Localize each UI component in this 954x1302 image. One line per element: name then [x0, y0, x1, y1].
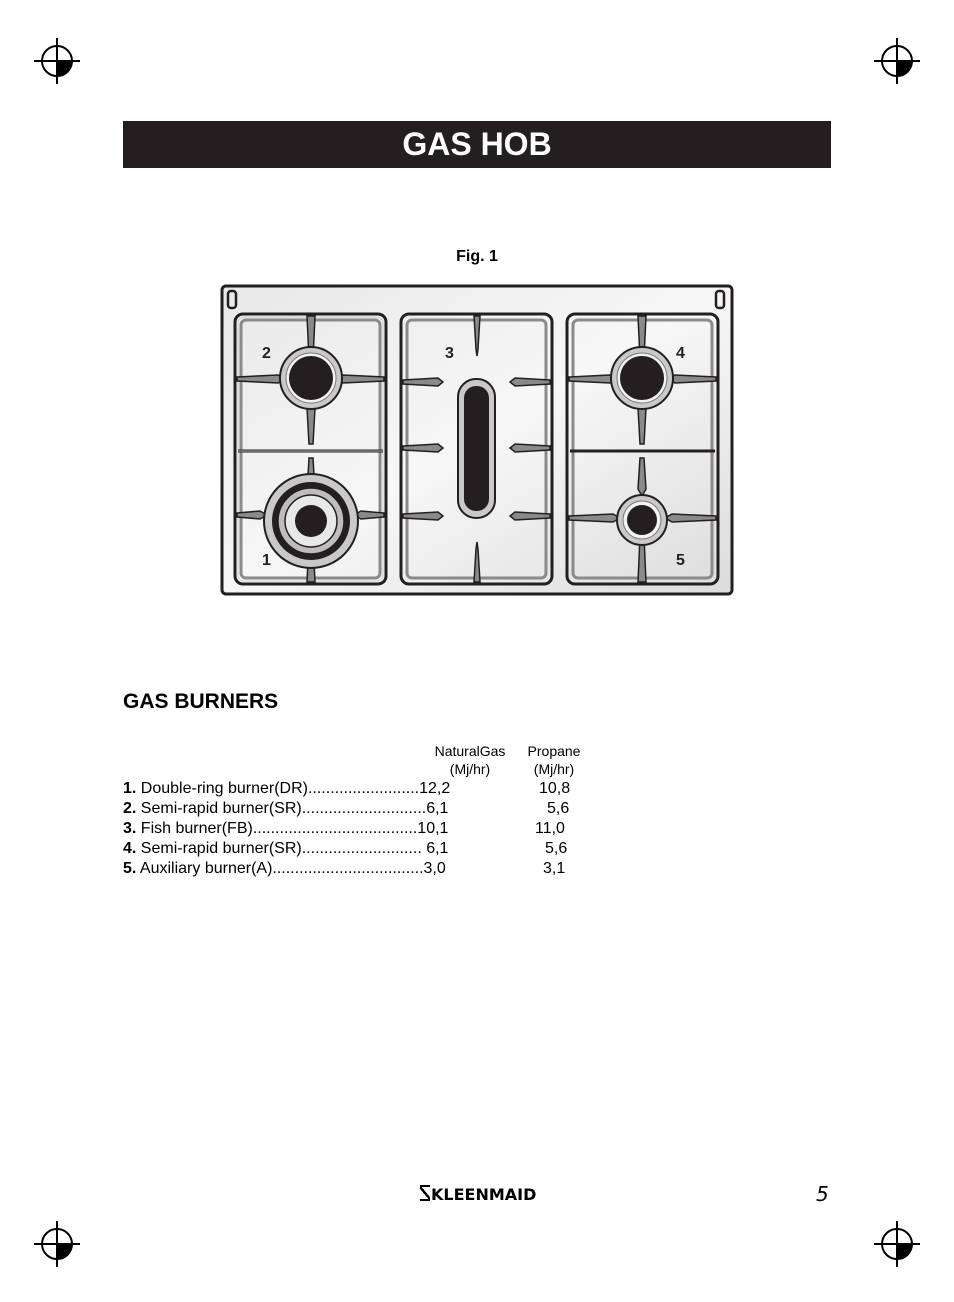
burner-1-double-ring — [264, 474, 358, 568]
registration-mark-icon — [32, 36, 82, 86]
burner-number-5: 5 — [676, 552, 685, 569]
propane-value: 5,6 — [545, 840, 568, 857]
propane-value: 3,1 — [543, 860, 566, 877]
burner-row — [123, 859, 446, 879]
column-header-propane — [518, 742, 590, 778]
propane-value: 5,6 — [547, 800, 570, 817]
row-text: Semi-rapid burner(SR)........................... 6,1 — [140, 840, 449, 857]
column-header-unit: (Mj/hr) — [533, 761, 575, 777]
column-header-label: Propane — [527, 743, 581, 759]
burner-number-3: 3 — [445, 345, 454, 362]
propane-value: 10,8 — [539, 780, 571, 797]
burner-row — [123, 799, 448, 819]
burner-5-auxiliary — [617, 495, 667, 545]
row-number: 2. — [123, 800, 137, 817]
registration-mark-icon — [32, 1219, 82, 1269]
row-number: 3. — [123, 820, 137, 837]
page-title: GAS HOB — [123, 121, 831, 168]
propane-value: 11,0 — [535, 820, 565, 837]
row-text: Semi-rapid burner(SR)............................6,1 — [140, 800, 449, 817]
column-header-unit: (Mj/hr) — [449, 761, 491, 777]
burner-row — [123, 839, 448, 859]
burner-number-1: 1 — [262, 552, 271, 569]
burner-number-4: 4 — [676, 345, 685, 362]
burner-4-semi-rapid — [611, 347, 673, 409]
figure-label: Fig. 1 — [456, 248, 498, 265]
gas-hob-diagram — [220, 284, 734, 598]
column-header-label: NaturalGas — [434, 743, 506, 759]
section-title: GAS BURNERS — [123, 690, 279, 713]
burner-row — [123, 779, 450, 799]
brand-logo — [420, 1184, 536, 1204]
burner-3-fish — [458, 379, 495, 518]
row-text: Auxiliary burner(A)..................................3,0 — [139, 860, 446, 877]
brand-name: KLEENMAID — [431, 1185, 537, 1204]
row-text: Double-ring burner(DR).........................12,2 — [140, 780, 451, 797]
registration-mark-icon — [872, 1219, 922, 1269]
burner-number-2: 2 — [262, 345, 271, 362]
page-number: 5 — [816, 1182, 829, 1206]
column-header-natural-gas — [424, 742, 516, 778]
burner-2-semi-rapid — [280, 347, 342, 409]
row-number: 1. — [123, 780, 137, 797]
registration-mark-icon — [872, 36, 922, 86]
row-text: Fish burner(FB).....................................10,1 — [140, 820, 449, 837]
burner-row — [123, 819, 448, 839]
brand-logo-mark-icon — [420, 1185, 430, 1201]
row-number: 4. — [123, 840, 137, 857]
row-number: 5. — [123, 860, 137, 877]
